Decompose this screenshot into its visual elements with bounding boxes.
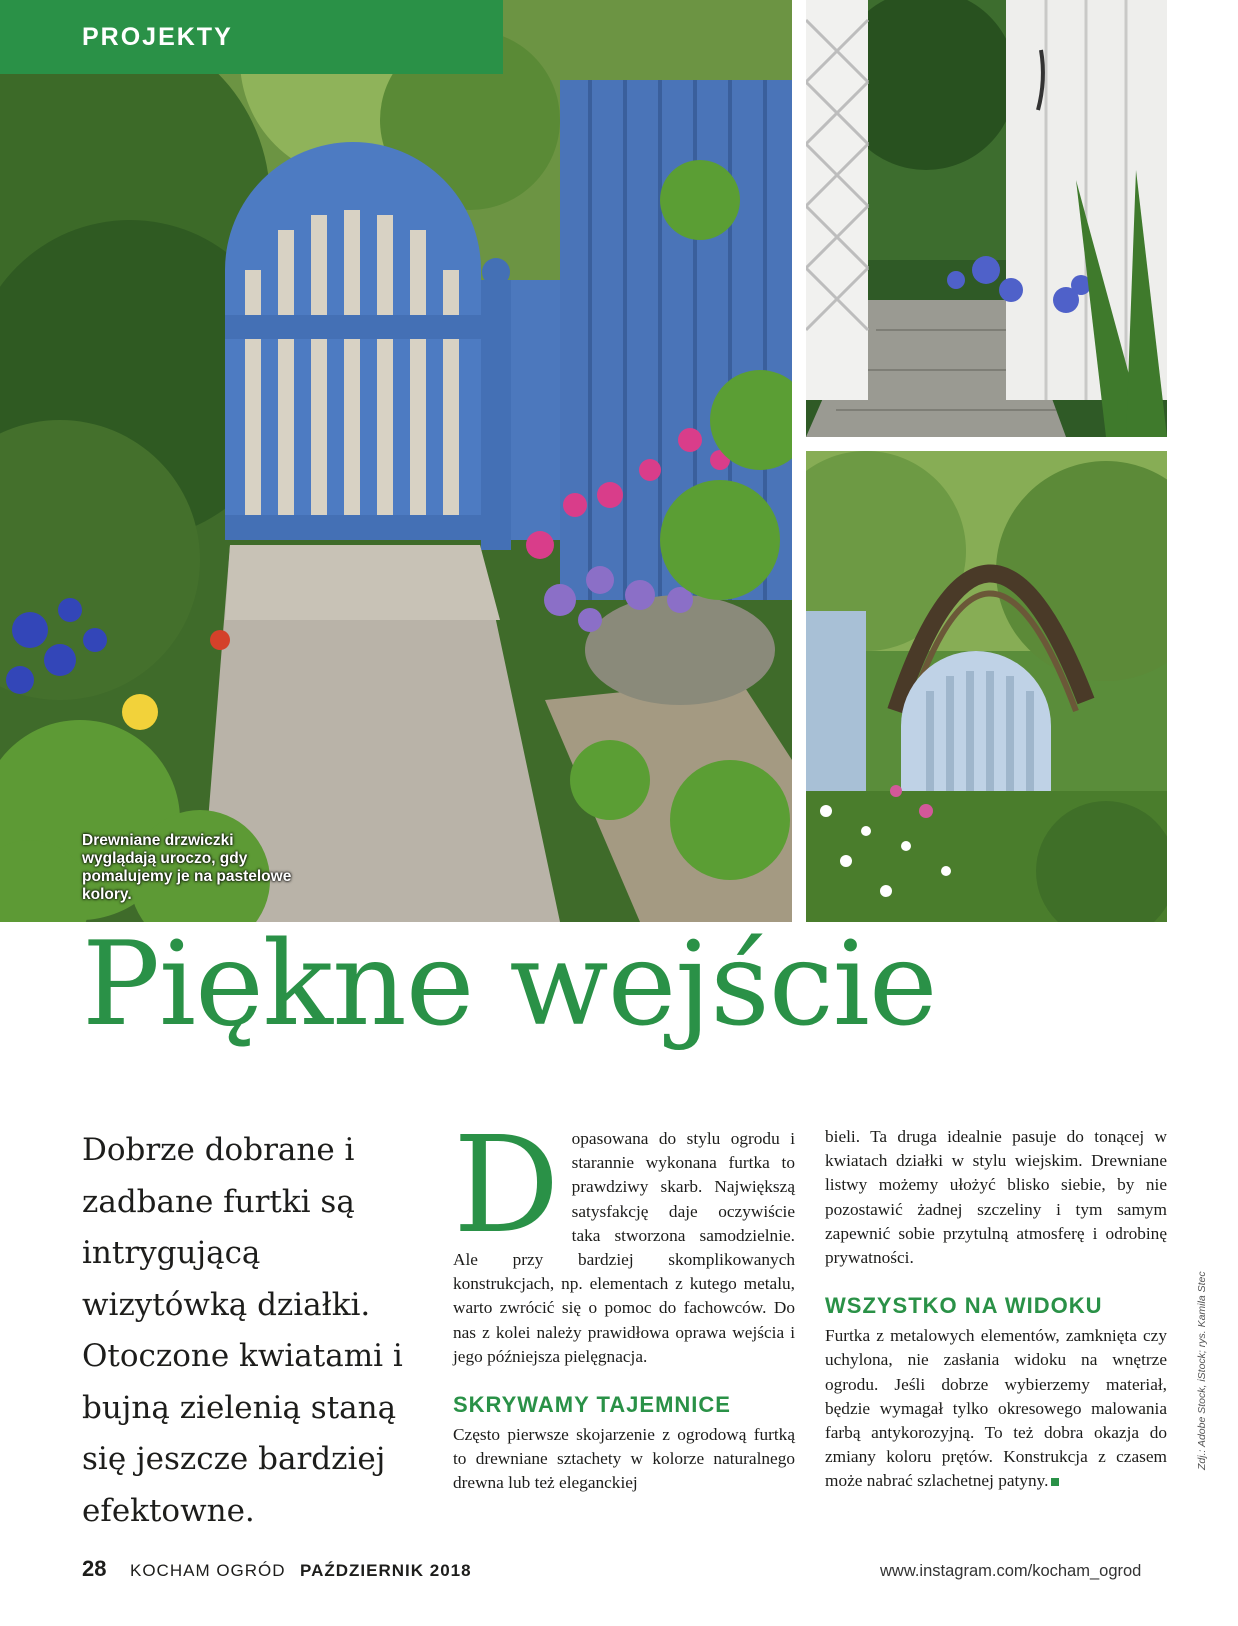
article-column-2 [825, 1125, 1167, 1494]
end-mark-icon [1051, 1478, 1059, 1486]
section1-text: Często pierwsze skojarzenie z ogrodową furtką to drewniane sztachety w kolorze naturalnego drewna lub też eleganckiej [453, 1425, 795, 1493]
photo-blue-gate [0, 0, 792, 922]
subheading-secrets: SKRYWAMY TAJEMNICE [453, 1392, 731, 1418]
issue-date: PAŹDZIERNIK 2018 [300, 1561, 472, 1580]
photo-caption: Drewniane drzwiczki wyglądają uroczo, gdy pomalujemy je na pastelowe kolory. [82, 832, 292, 903]
drop-cap: D [453, 1109, 560, 1263]
instagram-link[interactable]: www.instagram.com/kocham_ogrod [880, 1562, 1142, 1580]
section1-text-continued: bieli. Ta druga idealnie pasuje do tonącej w kwiatach działki w stylu wiejskim. Drewniane listwy możemy ułożyć blisko siebie, by nie pozostawić żadnej szczeliny i tym samym zapewnić sobie przytulną atmosferę i odrobinę prywatności. [825, 1127, 1167, 1268]
magazine-name: KOCHAM OGRÓD [130, 1561, 286, 1580]
photo-arch-pale-gate [806, 451, 1167, 922]
photo-white-gate-irises [806, 0, 1167, 437]
section-label: PROJEKTY [0, 0, 503, 74]
headline: Piękne wejście [82, 917, 937, 1052]
photo-credit: Zdj.: Adobe Stock, iStock; rys. Kamila Stec [1196, 1271, 1208, 1470]
page-number: 28 [82, 1556, 107, 1581]
section2-body: Furtka z metalowych elementów, zamknięta czy uchylona, nie zasłania widoku na wnętrze ogrodu. Jeśli dobrze wybierzemy materiał, będzie wymagał tylko okresowego malowania farbą antykorozyjną. To też dobra okazja do zmiany koloru prętów. Konstrukcja z czasem może nabrać szlachetnej patyny. [825, 1326, 1167, 1491]
section2-text [825, 1324, 1167, 1493]
subheading-everything-visible: WSZYSTKO NA WIDOKU [825, 1293, 1103, 1319]
article-column-1 [453, 1109, 795, 1496]
article-intro: opasowana do stylu ogrodu i starannie wykonana furtka to prawdziwy skarb. Największą satysfakcję daje oczywiście taka stworzona samodzielnie. Ale przy bardziej skomplikowanych konstrukcjach, np. elementach z kutego metalu, warto zwrócić się o pomoc do fachowców. Do nas z kolei należy prawidłowa oprawa wejścia i jego późniejsza pielęgnacja. [453, 1129, 795, 1366]
lead-paragraph [82, 1125, 422, 1537]
lead-text: Dobrze dobrane i zadbane furtki są intrygującą wizytówką działki. Otoczone kwiatami i bujną zielenią staną się jeszcze bardziej efektowne. [82, 1132, 403, 1529]
